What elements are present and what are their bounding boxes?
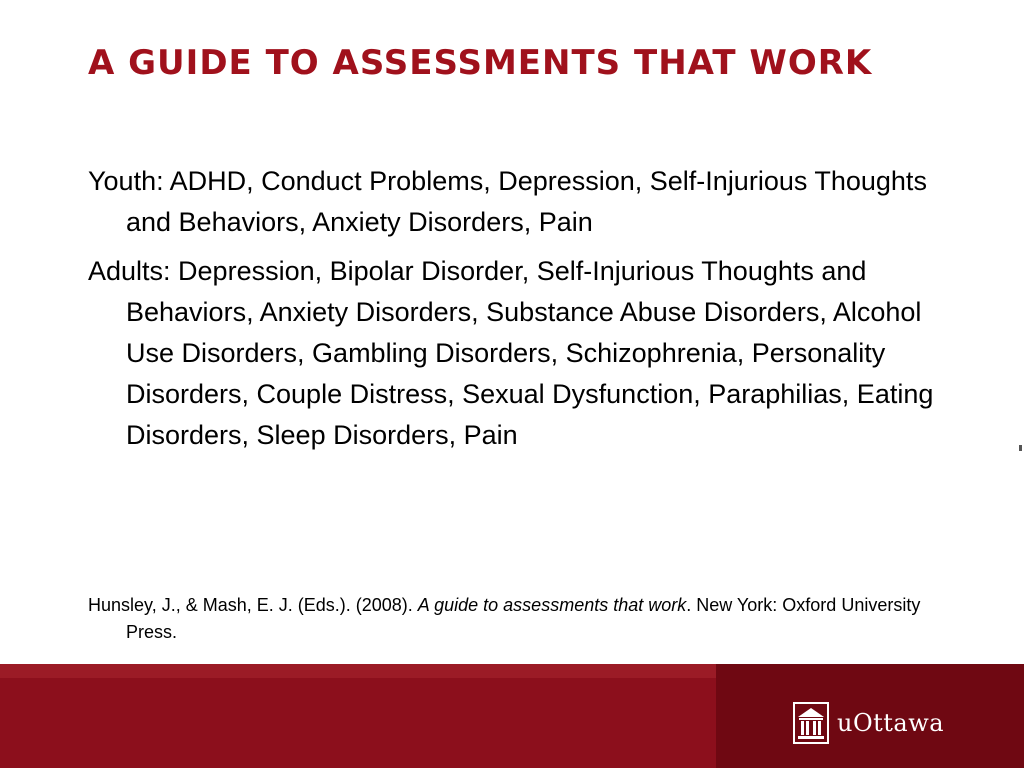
edge-mark xyxy=(1019,445,1022,451)
citation-book-title: A guide to assessments that work xyxy=(417,595,687,615)
citation-publisher: . New York: Oxford University Press. xyxy=(126,595,921,642)
youth-paragraph: Youth: ADHD, Conduct Problems, Depression, Self-Injurious Thoughts and Behaviors, Anxiety Disorders, Pain xyxy=(88,166,927,237)
university-building-icon xyxy=(793,702,829,744)
adults-paragraph: Adults: Depression, Bipolar Disorder, Self-Injurious Thoughts and Behaviors, Anxiety Disorders, Substance Abuse Disorders, Alcohol Use Disorders, Gambling Disorders, Schizophrenia, Personality Disorders, Couple Distress, Sexual Dysfunction, Paraphilias, Eating Disorders, Sleep Disorders, Pain xyxy=(88,256,934,450)
uottawa-logo-text: uOttawa xyxy=(837,709,945,737)
uottawa-logo xyxy=(793,701,944,745)
slide-title: A GUIDE TO ASSESSMENTS THAT WORK xyxy=(88,43,873,83)
citation xyxy=(88,592,966,646)
citation-authors: Hunsley, J., & Mash, E. J. (Eds.). (2008). xyxy=(88,595,418,615)
slide-body xyxy=(88,161,948,456)
